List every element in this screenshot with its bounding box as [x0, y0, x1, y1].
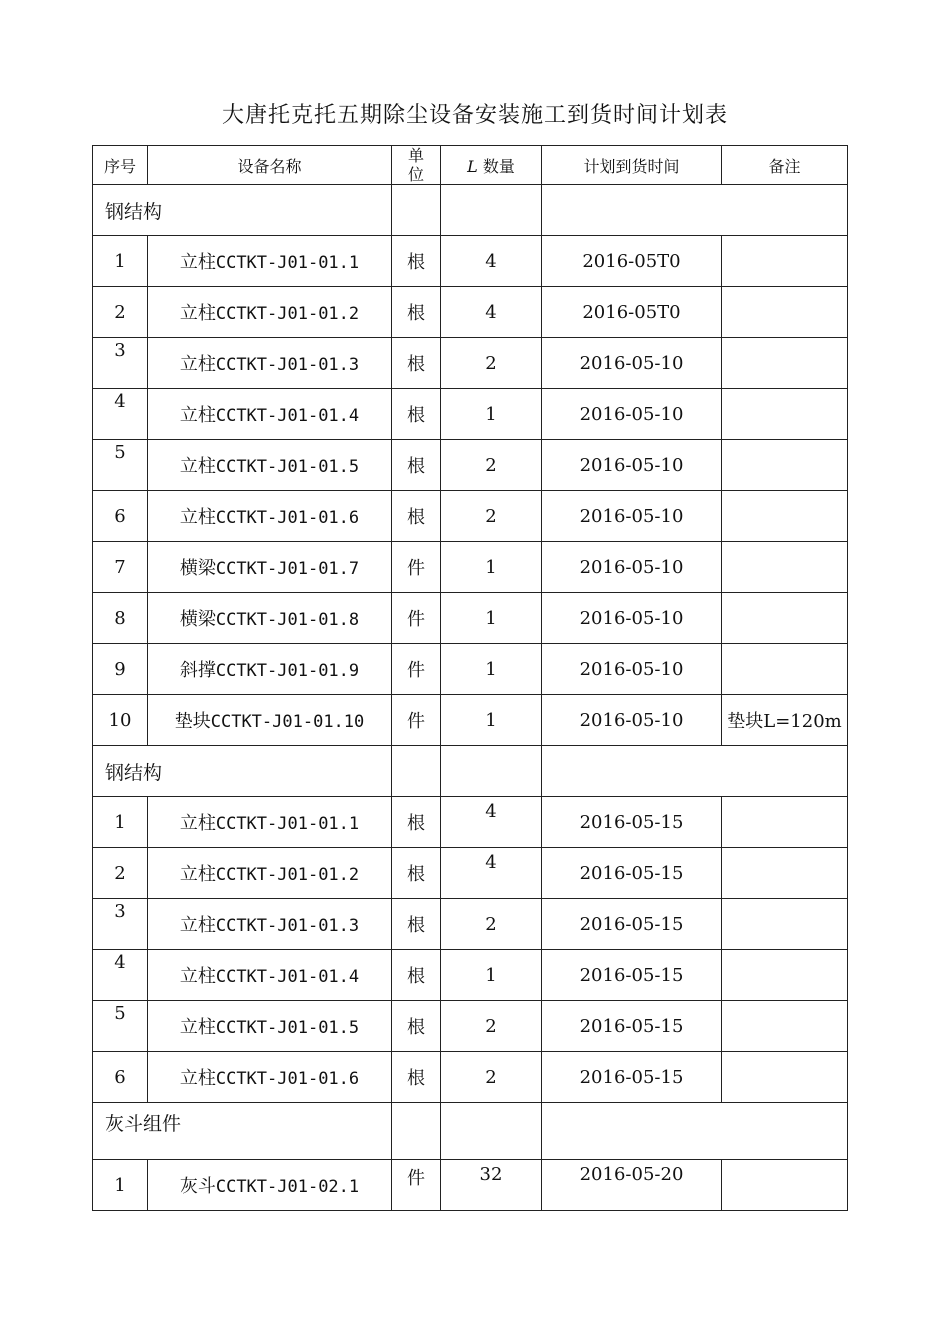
page-title: 大唐托克托五期除尘设备安装施工到货时间计划表: [221, 103, 728, 128]
item-code: CCTKT-J01-01.9: [215, 661, 360, 681]
category-label: 灰斗组件: [93, 1103, 392, 1160]
category-blank-cell: [542, 185, 848, 236]
unit-cell: 根: [392, 950, 441, 1001]
date-cell: 2016-05-15: [542, 797, 722, 848]
seq-cell: 9: [93, 644, 148, 695]
note-cell: [722, 593, 848, 644]
table-row: [93, 440, 848, 491]
seq-text: 5: [114, 1003, 126, 1024]
qty-cell: 4: [441, 287, 542, 338]
unit-cell: 件: [392, 644, 441, 695]
item-type: 立柱: [179, 1068, 216, 1089]
qty-cell: 1: [441, 389, 542, 440]
item-name-cell: [148, 899, 392, 950]
delivery-schedule-table: [92, 145, 848, 1211]
table-row: [93, 695, 848, 746]
unit-cell: 根: [392, 287, 441, 338]
seq-cell: 6: [93, 491, 148, 542]
item-type: 立柱: [179, 864, 216, 885]
item-name-cell: [148, 491, 392, 542]
note-cell: [722, 440, 848, 491]
note-cell: [722, 236, 848, 287]
note-cell: [722, 644, 848, 695]
item-name-cell: [148, 440, 392, 491]
table-row: [93, 644, 848, 695]
qty-cell: 1: [441, 695, 542, 746]
table-row: [93, 338, 848, 389]
date-cell: [542, 1160, 722, 1211]
header-note: 备注: [722, 146, 848, 185]
qty-cell: [441, 848, 542, 899]
table-row: [93, 389, 848, 440]
unit-cell: 根: [392, 1052, 441, 1103]
qty-cell-text: 32: [479, 1164, 503, 1185]
unit-cell: 根: [392, 797, 441, 848]
category-row: [93, 1103, 848, 1160]
note-cell: [722, 899, 848, 950]
item-name-cell: [148, 338, 392, 389]
item-name-cell: [148, 695, 392, 746]
table-row: [93, 593, 848, 644]
date-cell: 2016-05-10: [542, 695, 722, 746]
unit-cell: 根: [392, 338, 441, 389]
header-qty-prefix: L: [467, 156, 478, 176]
item-name-cell: [148, 848, 392, 899]
header-unit: [392, 146, 441, 185]
item-code: CCTKT-J01-01.6: [215, 1069, 360, 1089]
date-cell: 2016-05T0: [542, 287, 722, 338]
item-code: CCTKT-J01-01.1: [215, 253, 360, 273]
seq-text: 3: [114, 901, 126, 922]
table-row: [93, 1001, 848, 1052]
qty-cell-text: 4: [485, 801, 497, 822]
unit-cell: 根: [392, 440, 441, 491]
header-unit-top: 单: [407, 146, 424, 165]
table-row: [93, 287, 848, 338]
unit-cell: 件: [392, 542, 441, 593]
item-type: 横梁: [179, 609, 216, 630]
note-cell: 垫块L=120m: [722, 695, 848, 746]
header-qty: [441, 146, 542, 185]
item-type: 立柱: [179, 354, 216, 375]
qty-cell: 1: [441, 542, 542, 593]
unit-cell: [392, 1160, 441, 1211]
item-code: CCTKT-J01-01.4: [215, 406, 360, 426]
note-cell: [722, 1160, 848, 1211]
item-name-cell: [148, 542, 392, 593]
seq-cell: 10: [93, 695, 148, 746]
item-name-cell: [148, 644, 392, 695]
unit-cell: 根: [392, 899, 441, 950]
qty-cell: [441, 1160, 542, 1211]
item-code: CCTKT-J01-01.6: [215, 508, 360, 528]
item-type: 灰斗: [179, 1176, 216, 1197]
item-code: CCTKT-J01-01.8: [215, 610, 360, 630]
category-blank-cell: [542, 746, 848, 797]
item-type: 立柱: [179, 405, 216, 426]
date-cell-text: 2016-05-20: [579, 1164, 684, 1185]
seq-cell: 7: [93, 542, 148, 593]
item-name-cell: [148, 1160, 392, 1211]
qty-cell: [441, 797, 542, 848]
header-date: 计划到货时间: [542, 146, 722, 185]
item-code: CCTKT-J01-01.2: [215, 865, 360, 885]
unit-cell: 根: [392, 389, 441, 440]
item-name-cell: [148, 1052, 392, 1103]
date-cell: 2016-05-10: [542, 644, 722, 695]
item-code: CCTKT-J01-01.5: [215, 1018, 360, 1038]
seq-cell: [93, 389, 148, 440]
seq-cell: [93, 1001, 148, 1052]
item-type: 斜撑: [179, 660, 216, 681]
qty-cell: 2: [441, 491, 542, 542]
category-label: 钢结构: [93, 746, 392, 797]
seq-text: 4: [114, 952, 126, 973]
seq-cell: 8: [93, 593, 148, 644]
seq-text: 5: [114, 442, 126, 463]
qty-cell: 4: [441, 236, 542, 287]
header-unit-bottom: 位: [407, 165, 424, 184]
qty-cell: 1: [441, 950, 542, 1001]
item-code: CCTKT-J01-01.10: [210, 712, 365, 732]
qty-cell: 2: [441, 1001, 542, 1052]
unit-cell: 件: [392, 695, 441, 746]
table-row: [93, 1160, 848, 1211]
item-code: CCTKT-J01-01.5: [215, 457, 360, 477]
qty-cell: 1: [441, 644, 542, 695]
seq-text: 4: [114, 391, 126, 412]
item-code: CCTKT-J01-01.1: [215, 814, 360, 834]
item-type: 垫块: [174, 711, 211, 732]
item-name-cell: [148, 389, 392, 440]
item-code: CCTKT-J01-01.2: [215, 304, 360, 324]
note-cell: [722, 491, 848, 542]
category-row: [93, 185, 848, 236]
table-row: [93, 950, 848, 1001]
unit-cell: 根: [392, 236, 441, 287]
seq-cell: 6: [93, 1052, 148, 1103]
table-row: [93, 848, 848, 899]
table-row: [93, 491, 848, 542]
item-type: 立柱: [179, 507, 216, 528]
date-cell: 2016-05-15: [542, 848, 722, 899]
seq-cell: [93, 950, 148, 1001]
item-type: 立柱: [179, 966, 216, 987]
note-cell: [722, 287, 848, 338]
date-cell: 2016-05-15: [542, 1052, 722, 1103]
category-qty-cell: [441, 1103, 542, 1160]
item-name-cell: [148, 287, 392, 338]
item-type: 立柱: [179, 252, 216, 273]
item-type: 立柱: [179, 303, 216, 324]
category-qty-cell: [441, 746, 542, 797]
qty-cell-text: 4: [485, 852, 497, 873]
category-label: 钢结构: [93, 185, 392, 236]
seq-cell: 1: [93, 797, 148, 848]
unit-cell: 根: [392, 1001, 441, 1052]
date-cell: 2016-05-10: [542, 593, 722, 644]
seq-cell: [93, 338, 148, 389]
date-cell: 2016-05-15: [542, 950, 722, 1001]
date-cell: 2016-05T0: [542, 236, 722, 287]
item-name-cell: [148, 950, 392, 1001]
note-cell: [722, 542, 848, 593]
table-row: [93, 236, 848, 287]
date-cell: 2016-05-10: [542, 440, 722, 491]
header-name: 设备名称: [148, 146, 392, 185]
item-code: CCTKT-J01-02.1: [215, 1177, 360, 1197]
table-row: [93, 542, 848, 593]
category-unit-cell: [392, 185, 441, 236]
date-cell: 2016-05-15: [542, 1001, 722, 1052]
seq-cell: 1: [93, 1160, 148, 1211]
item-type: 立柱: [179, 456, 216, 477]
category-qty-cell: [441, 185, 542, 236]
item-type: 立柱: [179, 813, 216, 834]
unit-cell: 件: [392, 593, 441, 644]
qty-cell: 2: [441, 1052, 542, 1103]
seq-cell: [93, 440, 148, 491]
date-cell: 2016-05-10: [542, 542, 722, 593]
item-name-cell: [148, 797, 392, 848]
item-type: 横梁: [179, 558, 216, 579]
item-code: CCTKT-J01-01.7: [215, 559, 360, 579]
item-type: 立柱: [179, 915, 216, 936]
category-blank-cell: [542, 1103, 848, 1160]
table-row: [93, 1052, 848, 1103]
note-cell: [722, 797, 848, 848]
header-qty-label: 数量: [482, 156, 515, 176]
item-type: 立柱: [179, 1017, 216, 1038]
header-seq: 序号: [93, 146, 148, 185]
note-cell: [722, 1052, 848, 1103]
qty-cell: 2: [441, 899, 542, 950]
table-row: [93, 797, 848, 848]
item-code: CCTKT-J01-01.3: [215, 916, 360, 936]
qty-cell: 2: [441, 440, 542, 491]
note-cell: [722, 338, 848, 389]
date-cell: 2016-05-10: [542, 389, 722, 440]
unit-cell: 根: [392, 848, 441, 899]
header-row: [93, 146, 848, 185]
unit-cell: 根: [392, 491, 441, 542]
item-name-cell: [148, 236, 392, 287]
item-name-cell: [148, 1001, 392, 1052]
category-unit-cell: [392, 1103, 441, 1160]
category-row: [93, 746, 848, 797]
qty-cell: 1: [441, 593, 542, 644]
seq-cell: 2: [93, 848, 148, 899]
item-code: CCTKT-J01-01.4: [215, 967, 360, 987]
note-cell: [722, 950, 848, 1001]
item-code: CCTKT-J01-01.3: [215, 355, 360, 375]
table-row: [93, 899, 848, 950]
item-name-cell: [148, 593, 392, 644]
note-cell: [722, 848, 848, 899]
qty-cell: 2: [441, 338, 542, 389]
seq-cell: 1: [93, 236, 148, 287]
note-cell: [722, 389, 848, 440]
date-cell: 2016-05-10: [542, 338, 722, 389]
seq-cell: [93, 899, 148, 950]
seq-cell: 2: [93, 287, 148, 338]
seq-text: 3: [114, 340, 126, 361]
note-cell: [722, 1001, 848, 1052]
category-unit-cell: [392, 746, 441, 797]
date-cell: 2016-05-15: [542, 899, 722, 950]
date-cell: 2016-05-10: [542, 491, 722, 542]
unit-cell-text: 件: [407, 1168, 425, 1189]
